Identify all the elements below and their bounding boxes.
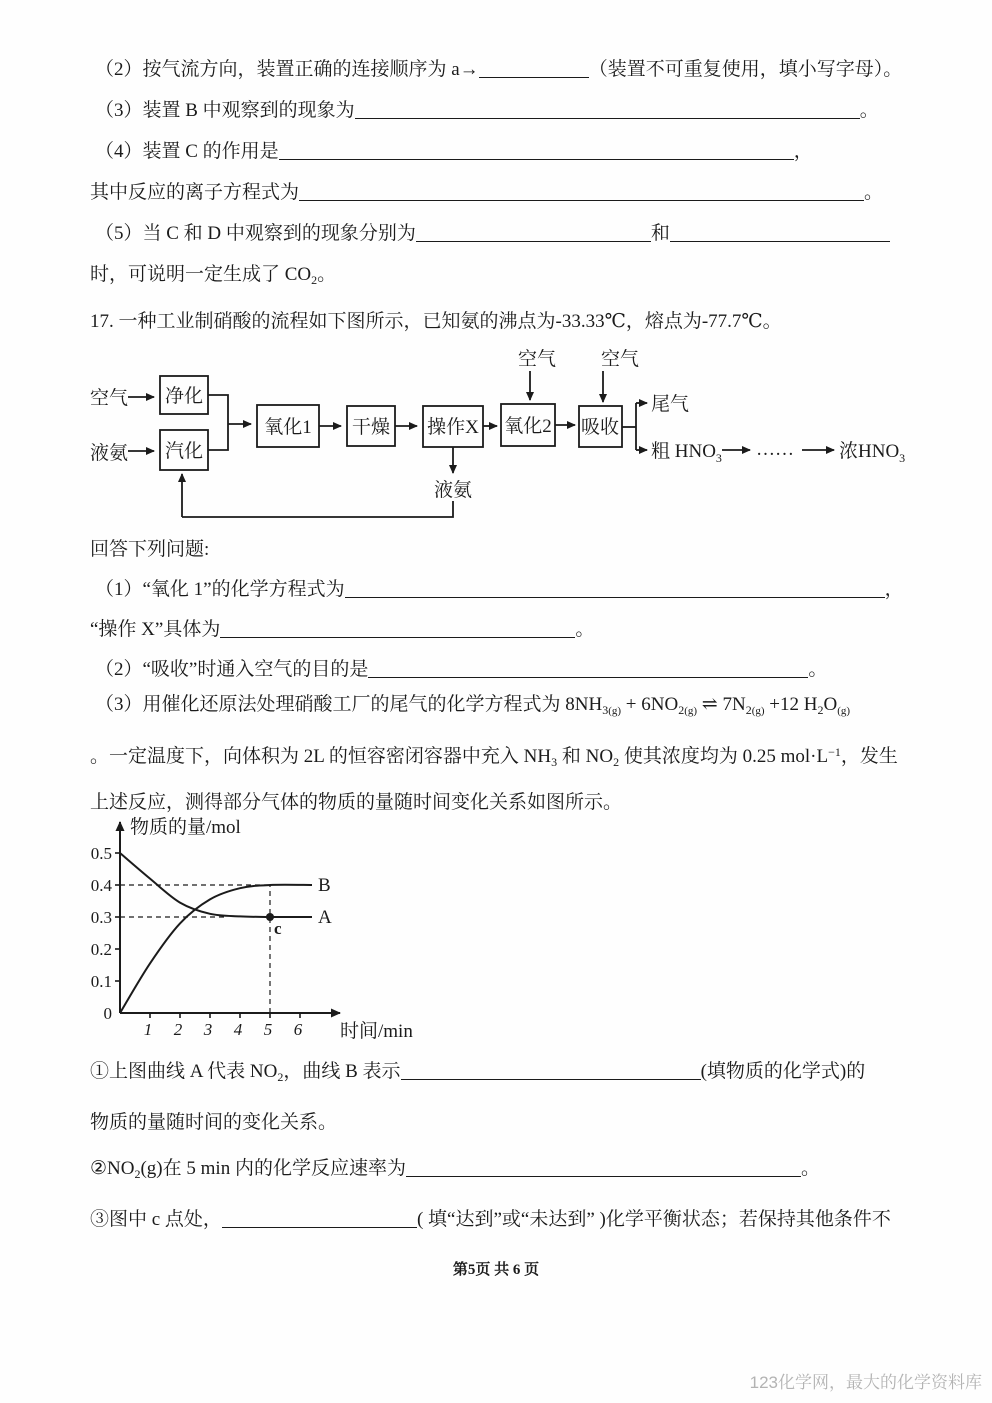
flow-label-conc-hno3-main: 浓HNO [839, 441, 900, 462]
text-line [90, 1111, 910, 1135]
y-axis-label: 物质的量/mol [130, 817, 241, 838]
text-run: (填物质的化学式)的 [700, 1061, 866, 1082]
subscript: 2 [745, 703, 752, 717]
state-subscript: (g) [751, 705, 765, 717]
subscript: 3 [602, 703, 609, 717]
curve-label-B: B [318, 875, 331, 896]
origin-label: 0 [103, 1004, 112, 1023]
text-line [90, 1157, 910, 1186]
text-run: ③图中 c 点处， [90, 1209, 222, 1230]
text-line [90, 310, 910, 334]
text-run: +12 H [764, 694, 818, 715]
subscript: 2 [613, 755, 620, 769]
text-run: （装置不可重复使用，填小写字母）。 [588, 59, 903, 80]
y-tick-label: 0.2 [90, 940, 112, 959]
text-run: 和 NO [557, 746, 614, 767]
x-tick-label: 6 [293, 1020, 303, 1039]
flow-label-conc-hno3 [839, 440, 905, 465]
text-run: ( 填“达到”或“未达到” )化学平衡状态；若保持其他条件不 [416, 1209, 891, 1230]
flow-label-crude-hno3-main: 粗 HNO [651, 441, 716, 462]
flow-recycle-line [182, 501, 453, 517]
text-line [90, 99, 910, 123]
text-run: 和 [650, 223, 670, 244]
text-run: ，发生 [840, 746, 898, 767]
flow-label-conc-hno3-sub: 3 [899, 451, 906, 465]
text-run: ， [884, 579, 904, 600]
answer-blank [299, 184, 864, 201]
question-17-intro [90, 310, 910, 334]
text-run: （1）“氧化 1”的化学方程式为 [95, 579, 345, 600]
flow-label-air-in: 空气 [90, 388, 129, 409]
x-tick-label: 3 [203, 1020, 213, 1039]
subscript: 2 [311, 273, 318, 287]
text-run: 。 [317, 264, 337, 285]
text-run: 时，可说明一定生成了 CO [90, 264, 312, 285]
question-17-subitems [90, 1060, 910, 1254]
subscript: 2 [678, 703, 685, 717]
text-line [90, 618, 910, 642]
answer-blank [355, 102, 860, 119]
x-tick-label: 4 [233, 1020, 243, 1039]
text-run: 17. 一种工业制硝酸的流程如下图所示，已知氨的沸点为-33.33℃，熔点为-77.7℃。 [90, 311, 782, 332]
text-run: 。 [859, 100, 879, 121]
answer-blank [670, 225, 890, 242]
text-line [90, 658, 910, 682]
answer-blank [220, 621, 575, 638]
y-tick-label: 0.3 [90, 908, 112, 927]
flow-label-air-top1: 空气 [517, 349, 557, 370]
text-run: “操作 X”具体为 [90, 619, 221, 640]
y-tick-label: 0.1 [90, 972, 112, 991]
text-line [90, 538, 910, 562]
flow-box-vaporize-label: 汽化 [164, 441, 204, 462]
watermark: 123化学网，最大的化学资料库 [749, 1373, 982, 1392]
text-run: （3）装置 B 中观察到的现象为 [95, 100, 355, 121]
text-run: ，曲线 B 表示 [283, 1061, 401, 1082]
text-run: ①上图曲线 A 代表 NO [90, 1061, 278, 1082]
state-subscript: (g) [684, 705, 698, 717]
text-run: （4）装置 C 的作用是 [95, 141, 279, 162]
nitric-acid-flow-diagram [0, 345, 992, 530]
y-tick-label: 0.5 [90, 844, 112, 863]
text-run: 回答下列问题: [90, 539, 210, 560]
text-run: ②NO [90, 1158, 135, 1179]
state-subscript: (g) [837, 705, 851, 717]
text-line [90, 58, 910, 82]
text-line [90, 222, 910, 246]
text-run: 。 [575, 619, 595, 640]
text-run: 。一定温度下，向体积为 2L 的恒容密闭容器中充入 NH [90, 746, 552, 767]
text-line [90, 140, 910, 164]
text-line [90, 263, 910, 292]
answer-blank [401, 1063, 701, 1080]
text-run: 使其浓度均为 0.25 mol·L [619, 746, 829, 767]
x-tick-label: 1 [143, 1020, 153, 1039]
flow-box-purify-label: 净化 [164, 386, 204, 407]
text-run: (g)在 5 min 内的化学反应速率为 [140, 1158, 406, 1179]
x-axis-label: 时间/min [340, 1021, 413, 1042]
point-c [266, 913, 274, 921]
flow-label-ammonia-in: 液氨 [90, 443, 129, 464]
answer-blank [368, 661, 808, 678]
text-run: 物质的量随时间的变化关系。 [90, 1112, 338, 1133]
point-label-c: c [274, 919, 282, 938]
question-16-items [90, 58, 910, 309]
flow-label-crude-hno3-sub: 3 [715, 451, 722, 465]
answer-blank [222, 1211, 417, 1228]
text-run: ， [793, 141, 813, 162]
flow-box-oxidize1-label: 氧化1 [264, 417, 312, 438]
text-line [90, 740, 910, 774]
amount-vs-time-chart [82, 806, 432, 1051]
subscript: 3 [551, 755, 558, 769]
subscript: 2 [817, 703, 824, 717]
flow-label-dots: …… [756, 439, 794, 460]
flow-box-dry-label: 干燥 [351, 417, 391, 438]
subscript: 2 [134, 1167, 141, 1181]
subscript: 2 [277, 1070, 284, 1084]
text-run: （5）当 C 和 D 中观察到的现象分别为 [95, 223, 416, 244]
flow-label-tail-gas: 尾气 [651, 394, 690, 415]
text-run: ⇌ 7N [697, 694, 746, 715]
curve-B [120, 885, 312, 1013]
flow-box-oxidize2-label: 氧化2 [504, 416, 552, 437]
answer-blank [406, 1160, 801, 1177]
answer-blank [416, 225, 651, 242]
flow-label-air-top2: 空气 [600, 349, 640, 370]
x-tick-label: 5 [263, 1020, 273, 1039]
text-run: 其中反应的离子方程式为 [90, 182, 300, 203]
answer-blank [345, 581, 885, 598]
text-run: O [823, 694, 838, 715]
text-run: + 6NO [621, 694, 679, 715]
curve-label-A: A [318, 907, 332, 928]
y-tick-label: 0.4 [90, 876, 112, 895]
text-run: （2）“吸收”时通入空气的目的是 [95, 659, 369, 680]
x-tick-label: 2 [173, 1020, 183, 1039]
chart-svg [82, 806, 432, 1051]
text-run: （3）用催化还原法处理硝酸工厂的尾气的化学方程式为 8NH [95, 694, 603, 715]
flow-box-operation-x-label: 操作X [427, 417, 479, 438]
flow-label-crude-hno3 [651, 440, 722, 465]
text-run: 上述反应，测得部分气体的物质的量随时间变化关系如图所示。 [90, 792, 623, 813]
text-line [90, 693, 910, 723]
flow-box-absorb-label: 吸收 [580, 417, 620, 438]
text-line [90, 578, 910, 602]
text-run: 。 [864, 182, 884, 203]
superscript: −1 [828, 745, 841, 759]
question-17-answers [90, 538, 910, 698]
answer-blank [479, 61, 589, 78]
text-line [90, 1060, 910, 1089]
text-run: （2）按气流方向，装置正确的连接顺序为 a→ [95, 59, 479, 80]
flow-merge-connector [208, 395, 228, 450]
answer-blank [279, 143, 794, 160]
flow-label-recycle-ammonia: 液氨 [433, 480, 473, 501]
state-subscript: (g) [608, 705, 622, 717]
text-run: 。 [808, 659, 828, 680]
text-line [90, 181, 910, 205]
text-run: 。 [800, 1158, 820, 1179]
page-footer: 第5页 共 6 页 [452, 1262, 540, 1278]
flow-diagram-svg [0, 345, 992, 530]
text-line [90, 1208, 910, 1232]
